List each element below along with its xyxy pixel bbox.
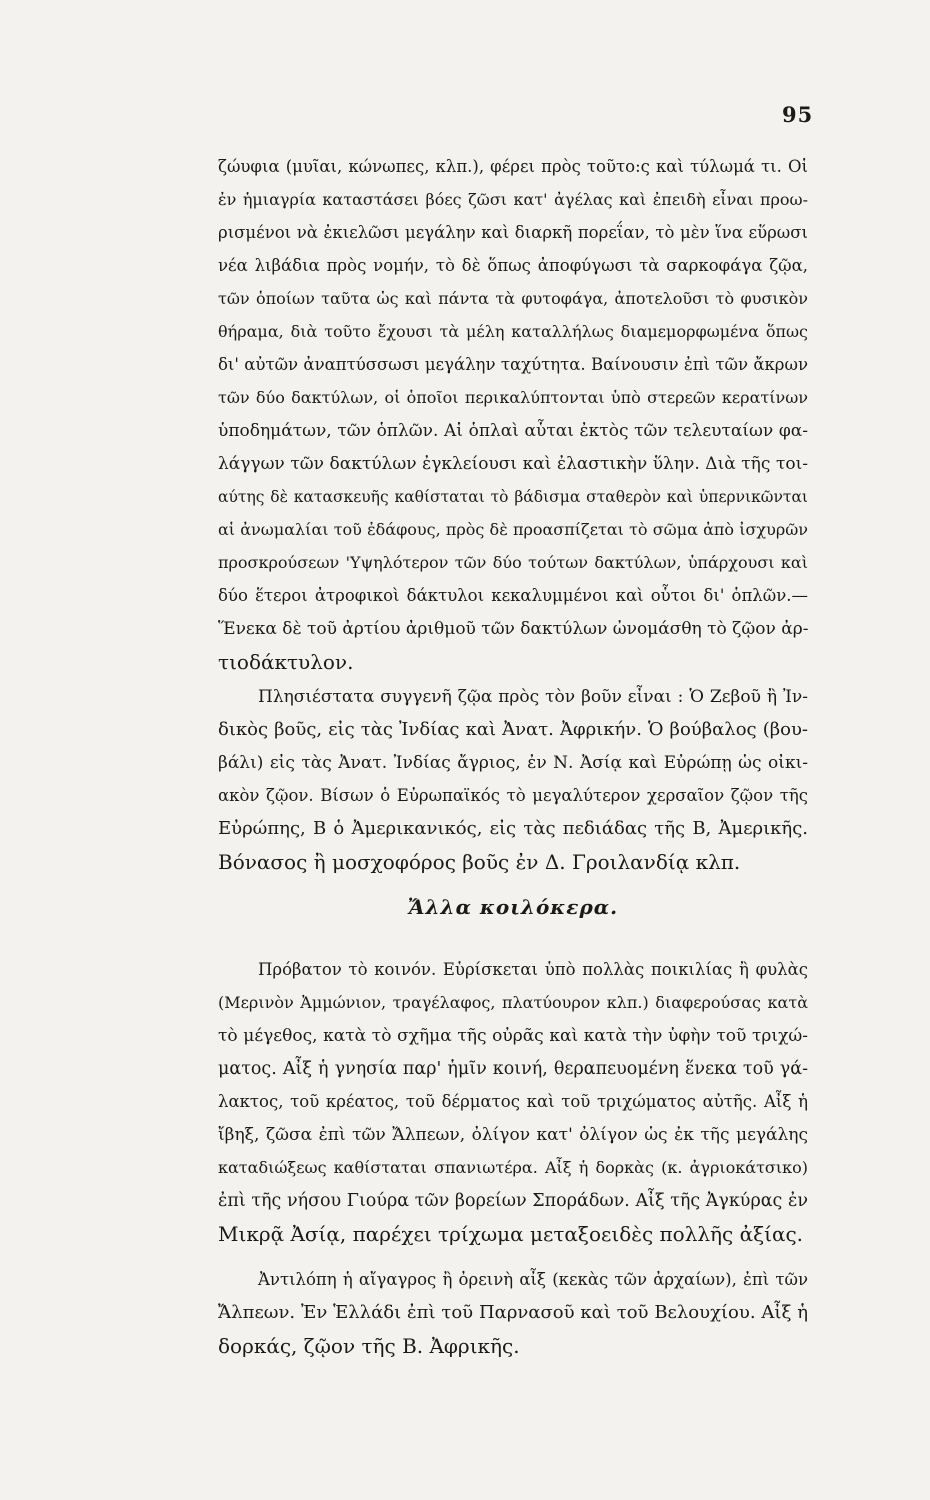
- text-line: βάλι) εἰς τὰς Ἀνατ. Ἰνδίας ἄγριος, ἐν Ν. Ἀσίᾳ καὶ Εὐρώπῃ ὡς οἰκι-: [218, 753, 808, 773]
- text-line: Βόνασος ἢ μοσχοφόρος βοῦς ἐν Δ. Γροιλανδίᾳ κλπ.: [218, 850, 741, 874]
- page-number: 95: [782, 102, 814, 127]
- text-line: ακὸν ζῷον. Βίσων ὁ Εὐρωπαϊκός τὸ μεγαλύτερον χερσαῖον ζῷον τῆς: [218, 786, 808, 805]
- text-line: τῶν δύο δακτύλων, οἱ ὁποῖοι περικαλύπτονται ὑπὸ στερεῶν κερατίνων: [218, 388, 808, 407]
- text-line: (Μερινὸν Ἀμμώνιον, τραγέλαφος, πλατύουρον κλπ.) διαφερούσας κατὰ: [218, 993, 808, 1012]
- text-line: ζώυφια (μυῖαι, κώνωπες, κλπ.), φέρει πρὸς τοῦτο:ς καὶ τύλωμά τι. Οἱ: [218, 157, 808, 176]
- text-line: Ἄλπεων. Ἐν Ἑλλάδι ἐπὶ τοῦ Παρνασοῦ καὶ τοῦ Βελουχίου. Αἶξ ἡ: [218, 1302, 808, 1323]
- text-line: δορκάς, ζῷον τῆς Β. Ἀφρικῆς.: [218, 1334, 520, 1358]
- text-line: Ἕνεκα δὲ τοῦ ἀρτίου ἀριθμοῦ τῶν δακτύλων ὠνομάσθη τὸ ζῷον ἀρ-: [218, 619, 809, 639]
- text-line: αἱ ἀνωμαλίαι τοῦ ἐδάφους, πρὸς δὲ προασπίζεται τὸ σῶμα ἀπὸ ἰσχυρῶν: [218, 520, 808, 539]
- text-line: Μικρᾷ Ἀσίᾳ, παρέχει τρίχωμα μεταξοειδὲς πολλῆς ἀξίας.: [218, 1222, 804, 1246]
- text-line: δι' αὐτῶν ἀναπτύσσωσι μεγάλην ταχύτητα. Βαίνουσιν ἐπὶ τῶν ἄκρων: [218, 355, 808, 374]
- text-line: Εὐρώπης, Β ὁ Ἀμερικανικός, εἰς τὰς πεδιάδας τῆς Β, Ἀμερικῆς.: [218, 818, 808, 839]
- text-line: ματος. Αἶξ ἡ γνησία παρ' ἡμῖν κοινή, θεραπευομένη ἕνεκα τοῦ γά-: [218, 1059, 808, 1079]
- text-line: ἐν ἡμιαγρία καταστάσει βόες ζῶσι κατ' ἀγέλας καὶ ἐπειδὴ εἶναι προω-: [218, 190, 808, 209]
- text-line: νέα λιβάδια πρὸς νομήν, τὸ δὲ ὅπως ἀποφύγωσι τὰ σαρκοφάγα ζῷα,: [218, 256, 808, 275]
- text-line: λακτος, τοῦ κρέατος, τοῦ δέρματος καὶ τοῦ τριχώματος αὐτῆς. Αἶξ ἡ: [218, 1092, 808, 1111]
- text-line: θήραμα, διὰ τοῦτο ἔχουσι τὰ μέλη καταλλήλως διαμεμορφωμένα ὅπως: [218, 322, 808, 341]
- text-line: καταδιώξεως καθίσταται σπανιωτέρα. Αἶξ ἡ δορκὰς (κ. ἀγριοκάτσικο): [218, 1158, 808, 1177]
- text-line: τιοδάκτυλον.: [218, 650, 354, 674]
- text-line: ἴβηξ, ζῶσα ἐπὶ τῶν Ἄλπεων, ὀλίγον κατ' ὀλίγον ὡς ἐκ τῆς μεγάλης: [218, 1125, 808, 1145]
- text-line: προσκρούσεων 'Υψηλότερον τῶν δύο τούτων δακτύλων, ὑπάρχουσι καὶ: [218, 553, 808, 572]
- text-line: τῶν ὁποίων ταῦτα ὡς καὶ πάντα τὰ φυτοφάγα, ἀποτελοῦσι τὸ φυσικὸν: [218, 289, 808, 308]
- text-line: αύτης δὲ κατασκευῆς καθίσταται τὸ βάδισμα σταθερὸν καὶ ὑπερνικῶνται: [218, 488, 808, 506]
- text-line: τὸ μέγεθος, κατὰ τὸ σχῆμα τῆς οὐρᾶς καὶ κατὰ τὴν ὑφὴν τοῦ τριχώ-: [218, 1026, 808, 1046]
- text-line: δικὸς βοῦς, εἰς τὰς Ἰνδίας καὶ Ἀνατ. Ἀφρικήν. Ὁ βούβαλος (βου-: [218, 719, 808, 740]
- text-line: Πρόβατον τὸ κοινόν. Εὑρίσκεται ὑπὸ πολλὰς ποικιλίας ἢ φυλὰς: [258, 960, 808, 979]
- text-line: ἐπὶ τῆς νήσου Γιούρα τῶν βορείων Σποράδων. Αἶξ τῆς Ἀγκύρας ἐν: [218, 1191, 808, 1211]
- text-line: Πλησιέστατα συγγενῆ ζῷα πρὸς τὸν βοῦν εἶναι : Ὁ Ζεβοῦ ἢ Ἰν-: [258, 687, 808, 707]
- text-line: ρισμένοι νὰ ἐκιελῶσι μεγάλην καὶ διαρκῆ πορεΐαν, τὸ μὲν ἵνα εὕρωσι: [218, 223, 808, 242]
- section-heading: Ἄλλα κοιλόκερα.: [407, 895, 619, 919]
- text-line: ὑποδημάτων, τῶν ὁπλῶν. Αἱ ὁπλαὶ αὗται ἐκτὸς τῶν τελευταίων φα-: [218, 421, 808, 441]
- text-line: δύο ἕτεροι ἀτροφικοὶ δάκτυλοι κεκαλυμμένοι καὶ οὗτοι δι' ὁπλῶν.—: [218, 586, 808, 605]
- text-line: Ἀντιλόπη ἡ αἴγαγρος ἢ ὀρεινὴ αἶξ (κεκὰς τῶν ἀρχαίων), ἐπὶ τῶν: [258, 1270, 808, 1289]
- text-line: λάγγων τῶν δακτύλων ἐγκλείουσι καὶ ἐλαστικὴν ὕλην. Διὰ τῆς τοι-: [218, 454, 808, 474]
